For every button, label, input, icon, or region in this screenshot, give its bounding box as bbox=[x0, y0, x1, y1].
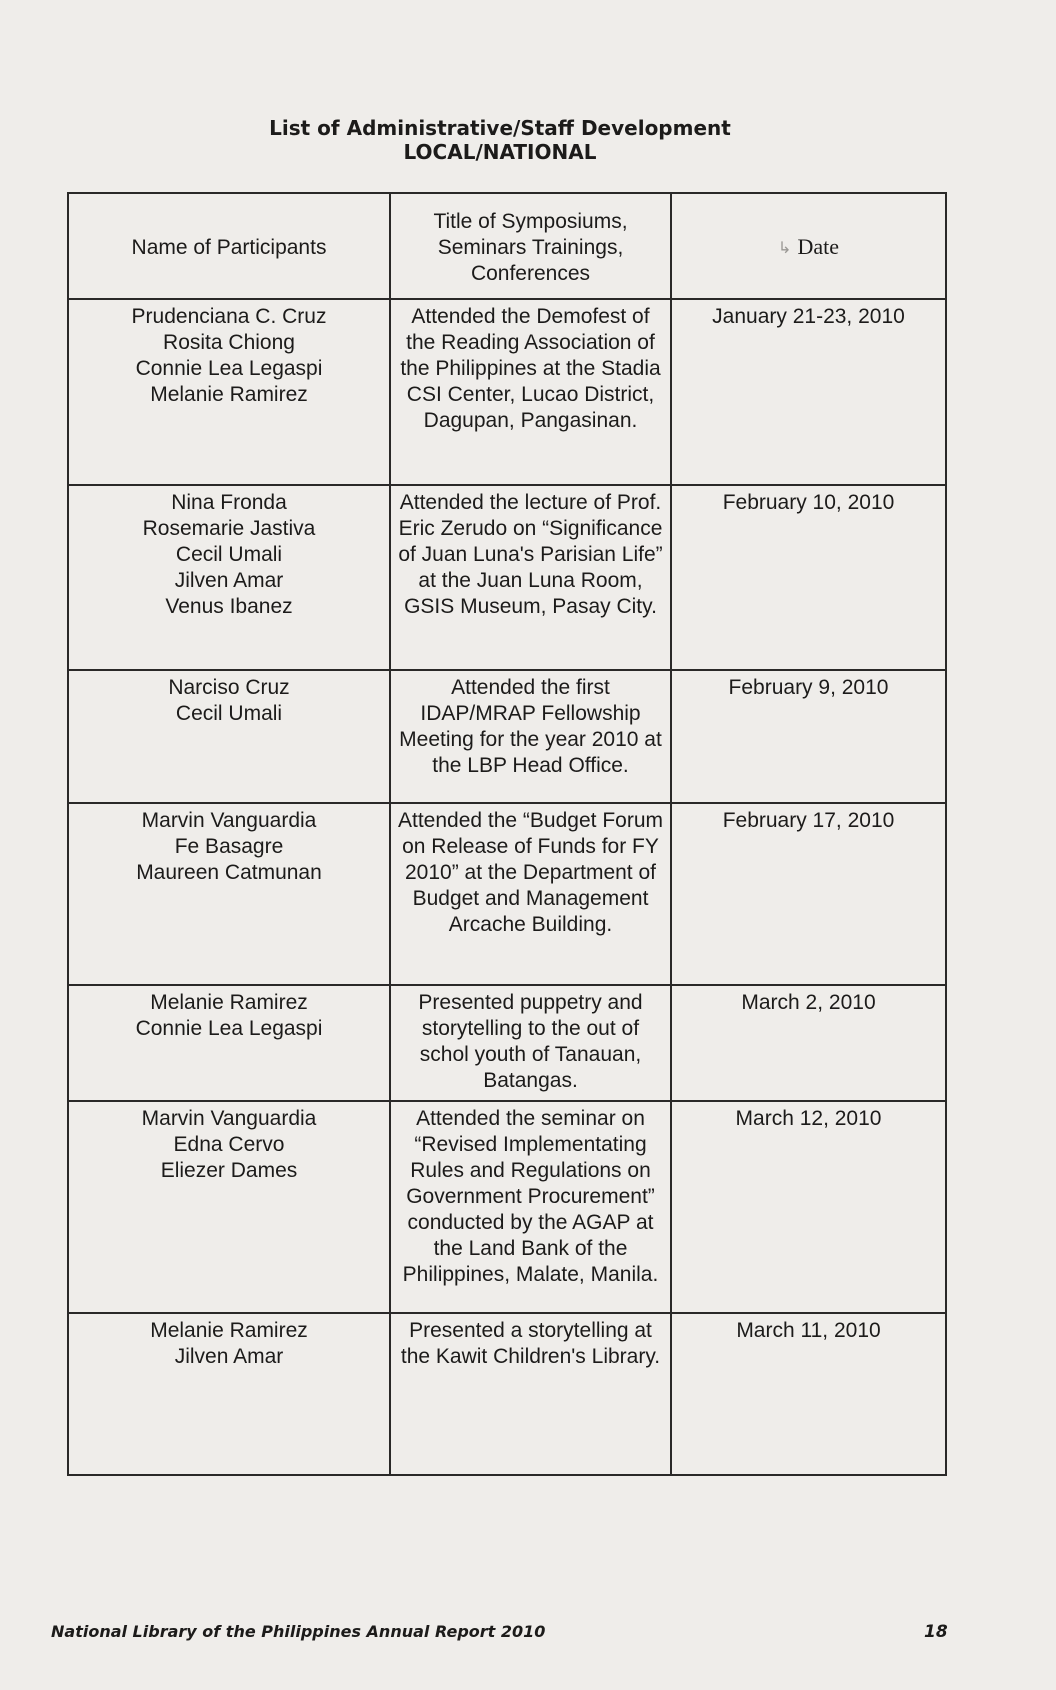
header-date bbox=[671, 193, 946, 299]
participant-name: Connie Lea Legaspi bbox=[135, 357, 323, 380]
header-title: Title of Symposiums, Seminars Trainings, Conferences bbox=[390, 193, 671, 299]
participant-name: Maureen Catmunan bbox=[136, 861, 322, 884]
event-date-cell: March 12, 2010 bbox=[671, 1101, 946, 1313]
event-title-cell: Attended the “Budget Forum on Release of Funds for FY 2010” at the Department of Budget and Management Arcache Building. bbox=[390, 803, 671, 985]
participants-cell bbox=[68, 803, 390, 985]
event-date-cell: March 11, 2010 bbox=[671, 1313, 946, 1475]
participant-name: Prudenciana C. Cruz bbox=[131, 305, 327, 328]
event-date-cell: February 17, 2010 bbox=[671, 803, 946, 985]
participant-name: Narciso Cruz bbox=[168, 676, 290, 699]
participants-cell bbox=[68, 1313, 390, 1475]
participant-name: Eliezer Dames bbox=[160, 1159, 298, 1182]
table-row bbox=[68, 299, 946, 485]
header-participants: Name of Participants bbox=[68, 193, 390, 299]
header-row bbox=[68, 193, 946, 299]
participant-name: Marvin Vanguardia bbox=[141, 809, 317, 832]
table-row bbox=[68, 1313, 946, 1475]
header-date-label: Date bbox=[797, 234, 839, 260]
event-title-cell: Presented puppetry and storytelling to the out of schol youth of Tanauan, Batangas. bbox=[390, 985, 671, 1101]
participants-cell bbox=[68, 670, 390, 803]
pen-scribble-icon: ↳ bbox=[778, 239, 792, 257]
participant-name: Cecil Umali bbox=[175, 543, 283, 566]
participant-name: Melanie Ramirez bbox=[150, 1319, 308, 1342]
training-table bbox=[67, 192, 947, 1476]
footer-publication: National Library of the Philippines Annual Report 2010 bbox=[51, 1622, 546, 1641]
table-row bbox=[68, 485, 946, 670]
participants-cell bbox=[68, 985, 390, 1101]
event-title-cell: Presented a storytelling at the Kawit Children's Library. bbox=[390, 1313, 671, 1475]
event-date-cell: February 9, 2010 bbox=[671, 670, 946, 803]
participants-cell bbox=[68, 1101, 390, 1313]
participant-name: Rosita Chiong bbox=[163, 331, 295, 354]
participant-name: Jilven Amar bbox=[174, 569, 284, 592]
event-title-cell: Attended the seminar on “Revised Implementating Rules and Regulations on Government Procurement” conducted by the AGAP at the Land Bank of the Philippines, Malate, Manila. bbox=[390, 1101, 671, 1313]
participant-name: Marvin Vanguardia bbox=[141, 1107, 317, 1130]
event-title-cell: Attended the first IDAP/MRAP Fellowship Meeting for the year 2010 at the LBP Head Office. bbox=[390, 670, 671, 803]
participants-cell bbox=[68, 299, 390, 485]
participant-name: Edna Cervo bbox=[173, 1133, 285, 1156]
participants-cell bbox=[68, 485, 390, 670]
table-row bbox=[68, 985, 946, 1101]
event-title-cell: Attended the lecture of Prof. Eric Zerudo on “Significance of Juan Luna's Parisian Life” at the Juan Luna Room, GSIS Museum, Pasay City. bbox=[390, 485, 671, 670]
title-line-2: LOCAL/NATIONAL bbox=[403, 140, 597, 164]
event-date-cell: March 2, 2010 bbox=[671, 985, 946, 1101]
event-date-cell: February 10, 2010 bbox=[671, 485, 946, 670]
page-title bbox=[0, 116, 1000, 164]
participant-name: Melanie Ramirez bbox=[150, 991, 308, 1014]
table-row bbox=[68, 803, 946, 985]
participant-name: Nina Fronda bbox=[171, 491, 287, 514]
table-row bbox=[68, 1101, 946, 1313]
event-date-cell: January 21-23, 2010 bbox=[671, 299, 946, 485]
participant-name: Connie Lea Legaspi bbox=[135, 1017, 323, 1040]
participant-name: Jilven Amar bbox=[174, 1345, 284, 1368]
participant-name: Fe Basagre bbox=[174, 835, 284, 858]
participant-name: Venus Ibanez bbox=[165, 595, 293, 618]
participant-name: Rosemarie Jastiva bbox=[142, 517, 316, 540]
page-number: 18 bbox=[924, 1622, 948, 1642]
participant-name: Cecil Umali bbox=[175, 702, 283, 725]
participant-name: Melanie Ramirez bbox=[150, 383, 308, 406]
table-row bbox=[68, 670, 946, 803]
title-line-1: List of Administrative/Staff Development bbox=[269, 116, 731, 140]
event-title-cell: Attended the Demofest of the Reading Association of the Philippines at the Stadia CSI Center, Lucao District, Dagupan, Pangasinan. bbox=[390, 299, 671, 485]
